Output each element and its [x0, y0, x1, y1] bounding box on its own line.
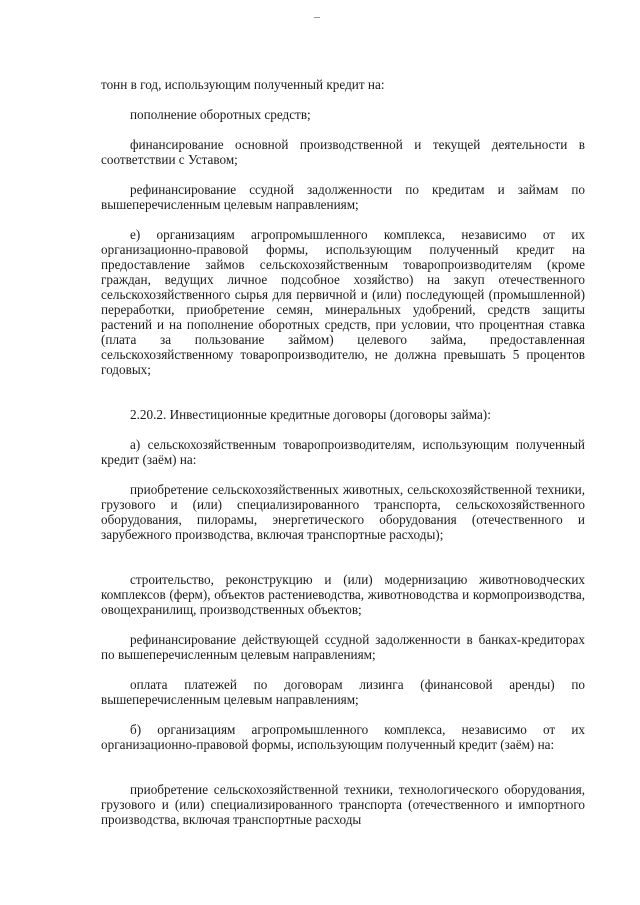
top-page-mark: [314, 17, 320, 18]
paragraph-acquisition-machinery: приобретение сельскохозяйственной техники, технологического оборудования, грузового и (или) специализированного транспорта (отечественного и импортного производства, включая транспортные расходы: [101, 782, 585, 827]
paragraph-item-a: а) сельскохозяйственным товаропроизводителям, использующим полученный кредит (заём) на:: [101, 437, 585, 467]
paragraph-refinancing-banks: рефинансирование действующей ссудной задолженности в банках-кредиторах по вышеперечисленным целевым направлениям;: [101, 632, 585, 662]
paragraph-continuation: тонн в год, использующим полученный кредит на:: [101, 77, 385, 92]
paragraph-item-b: б) организациям агропромышленного комплекса, независимо от их организационно-правовой формы, использующим полученный кредит (заём) на:: [101, 722, 585, 752]
paragraph-working-capital: пополнение оборотных средств;: [130, 107, 311, 122]
paragraph-section-2-20-2: 2.20.2. Инвестиционные кредитные договоры (договоры займа):: [130, 407, 491, 422]
paragraph-acquisition-animals: приобретение сельскохозяйственных животных, сельскохозяйственной техники, грузового и (или) специализированного транспорта, сельскохозяйственного оборудования, пилорамы, энергетического оборудования (отечественного и зарубежного производства, включая транспортные расходы);: [101, 482, 585, 542]
paragraph-item-e: е) организациям агропромышленного комплекса, независимо от их организационно-правовой формы, использующим полученный кредит на предоставление займов сельскохозяйственным товаропроизводителям (кроме граждан, ведущих личное подсобное хозяйство) на закуп отечественного сельскохозяйственного сырья для первичной и (или) последующей (промышленной) переработки, приобретение семян, минеральных удобрений, средств защиты растений и на пополнение оборотных средств, при условии, что процентная ставка (плата за пользование займом) целевого займа, предоставленная сельскохозяйственному товаропроизводителю, не должна превышать 5 процентов годовых;: [101, 227, 585, 377]
paragraph-leasing: оплата платежей по договорам лизинга (финансовой аренды) по вышеперечисленным целевым направлениям;: [101, 677, 585, 707]
paragraph-financing: финансирование основной производственной и текущей деятельности в соответствии с Уставом;: [101, 137, 585, 167]
paragraph-refinancing: рефинансирование ссудной задолженности по кредитам и займам по вышеперечисленным целевым направлениям;: [101, 182, 585, 212]
paragraph-construction: строительство, реконструкцию и (или) модернизацию животноводческих комплексов (ферм), объектов растениеводства, животноводства и кормопроизводства, овощехранилищ, производственных объектов;: [101, 572, 585, 617]
